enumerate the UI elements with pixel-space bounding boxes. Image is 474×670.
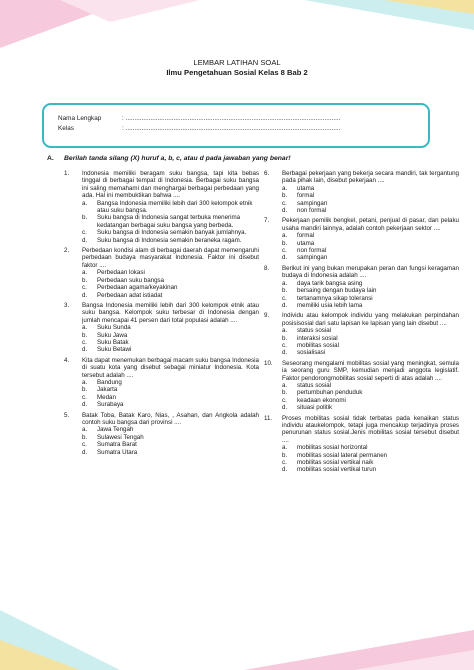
option-text: pertumbuhan penduduk bbox=[297, 389, 363, 397]
option-letter: d. bbox=[82, 291, 88, 299]
option-text: Suku Betawi bbox=[97, 346, 132, 354]
name-row bbox=[58, 115, 428, 123]
option-letter: c. bbox=[282, 459, 287, 467]
answer-option[interactable] bbox=[82, 386, 259, 393]
answer-option[interactable] bbox=[282, 397, 459, 404]
answer-option[interactable] bbox=[282, 342, 459, 349]
option-letter: a. bbox=[82, 199, 88, 207]
answer-option[interactable] bbox=[282, 280, 459, 287]
option-letter: b. bbox=[82, 433, 88, 441]
answer-option[interactable] bbox=[282, 185, 459, 192]
option-text: Surabaya bbox=[97, 401, 124, 409]
question-number: 1. bbox=[64, 170, 70, 177]
answer-option[interactable] bbox=[82, 214, 259, 229]
option-text: Perbedaan agama/keyakinan bbox=[97, 284, 178, 292]
answer-option[interactable] bbox=[282, 459, 459, 466]
answer-option[interactable] bbox=[82, 284, 259, 291]
option-letter: a. bbox=[82, 324, 88, 332]
question-text: Bangsa Indonesia memiliki lebih dari 300 kelompok etnik atau suku bangsa. Kelompok suku terbesar di Indonesia dengan jumlah mencapai 41 persen dari total populasi adalah .... bbox=[82, 301, 259, 324]
question-number: 10. bbox=[264, 359, 273, 367]
answer-option[interactable] bbox=[282, 349, 459, 356]
option-text: tertanamnya sikap toleransi bbox=[297, 294, 373, 302]
answer-option[interactable] bbox=[82, 269, 259, 276]
answer-option[interactable] bbox=[282, 327, 459, 334]
option-text: interaksi sosial bbox=[297, 334, 338, 342]
option-text: keadaan ekonomi bbox=[297, 396, 346, 404]
section-instruction bbox=[47, 154, 447, 163]
worksheet-subtitle: Ilmu Pengetahuan Sosial Kelas 8 Bab 2 bbox=[166, 68, 308, 77]
answer-option[interactable] bbox=[282, 466, 459, 473]
question-number: 11. bbox=[264, 414, 273, 422]
option-text: Suku Jawa bbox=[97, 331, 128, 339]
answer-option[interactable] bbox=[282, 389, 459, 396]
question-number: 7. bbox=[264, 217, 270, 225]
answer-option[interactable] bbox=[282, 192, 459, 199]
answer-option[interactable] bbox=[282, 200, 459, 207]
option-letter: b. bbox=[82, 276, 88, 284]
answer-option[interactable] bbox=[282, 404, 459, 411]
question-text: Berbagai pekerjaan yang bekerja secara mandiri, tak tergantung pada pihak lain, disebut pekerjaan .... bbox=[282, 170, 459, 185]
option-text: Suku bangsa di Indonesia semakin beraneka ragam. bbox=[97, 236, 242, 244]
answer-option[interactable] bbox=[82, 379, 259, 386]
question-text: Indonesia memiliki beragam suku bangsa, tapi kita bebas tinggal di berbagai tempat di Indonesia. Berbagai suku bangsa ini saling memahami dan menghargai berbagai perbedaan yang ada. Hal ini membuktikan bahwa .... bbox=[82, 170, 259, 200]
option-text: Sumatra Utara bbox=[97, 448, 138, 456]
option-letter: c. bbox=[282, 294, 287, 302]
option-letter: d. bbox=[282, 254, 288, 262]
option-text: Sumatra Barat bbox=[97, 441, 137, 449]
answer-option[interactable] bbox=[282, 295, 459, 302]
option-text: utama bbox=[297, 239, 315, 247]
name-label: Nama Lengkap bbox=[58, 115, 102, 122]
answer-option[interactable] bbox=[82, 292, 259, 299]
top-right-decoration bbox=[264, 0, 474, 60]
option-letter: a. bbox=[82, 378, 88, 386]
option-text: status sosial bbox=[297, 327, 332, 335]
question-number: 8. bbox=[264, 264, 270, 272]
option-text: Perbedaan adat istiadat bbox=[97, 291, 163, 299]
question-number: 9. bbox=[264, 312, 270, 320]
bottom-left-decoration bbox=[0, 600, 180, 670]
question-item bbox=[264, 170, 459, 214]
question-item bbox=[264, 415, 459, 474]
option-letter: d. bbox=[82, 401, 88, 409]
option-letter: b. bbox=[282, 389, 288, 397]
section-letter: A. bbox=[47, 155, 54, 162]
option-letter: c. bbox=[82, 338, 87, 346]
option-text: daya tarik bangsa asing bbox=[297, 279, 363, 287]
answer-option[interactable] bbox=[82, 339, 259, 346]
instruction-text: Berilah tanda silang (X) huruf a, b, c, atau d pada jawaban yang benar! bbox=[64, 155, 291, 162]
question-text: Kita dapat menemukan berbagai macam suku bangsa Indonesia di suatu kota yang disebut sebagai miniatur Indonesia. Kota tersebut adalah .... bbox=[82, 356, 259, 379]
option-text: Suku Sunda bbox=[97, 324, 131, 332]
class-field[interactable]: : ......................................................................................................................... bbox=[122, 125, 341, 132]
option-letter: c. bbox=[282, 199, 287, 207]
option-letter: c. bbox=[282, 247, 287, 255]
option-text: Suku Batak bbox=[97, 338, 129, 346]
option-letter: d. bbox=[282, 301, 288, 309]
answer-option[interactable] bbox=[82, 332, 259, 339]
option-text: mobilitas sosial bbox=[297, 341, 339, 349]
option-text: situasi politik bbox=[297, 404, 333, 412]
option-text: mobilitas sosial horizontal bbox=[297, 444, 368, 452]
option-letter: b. bbox=[282, 287, 288, 295]
option-letter: d. bbox=[282, 349, 288, 357]
option-letter: c. bbox=[282, 341, 287, 349]
option-letter: c. bbox=[82, 393, 87, 401]
option-letter: b. bbox=[282, 239, 288, 247]
answer-option[interactable] bbox=[82, 229, 259, 236]
answer-option[interactable] bbox=[82, 277, 259, 284]
question-item bbox=[64, 170, 259, 244]
option-letter: d. bbox=[282, 404, 288, 412]
answer-option[interactable] bbox=[82, 434, 259, 441]
question-item bbox=[64, 247, 259, 299]
option-letter: a. bbox=[282, 381, 288, 389]
question-column-right bbox=[264, 170, 459, 477]
option-letter: b. bbox=[82, 214, 88, 222]
option-text: Bandung bbox=[97, 378, 122, 386]
option-text: status sosial bbox=[297, 381, 332, 389]
name-field[interactable]: : ......................................................................................................................... bbox=[122, 115, 341, 122]
question-item bbox=[64, 412, 259, 456]
answer-option[interactable] bbox=[282, 207, 459, 214]
option-letter: a. bbox=[282, 184, 288, 192]
option-letter: a. bbox=[282, 232, 288, 240]
answer-option[interactable] bbox=[82, 200, 259, 215]
option-text: sampingan bbox=[297, 199, 328, 207]
option-letter: a. bbox=[82, 269, 88, 277]
class-label: Kelas bbox=[58, 125, 74, 132]
question-column-left bbox=[64, 170, 259, 459]
option-text: mobilitas sosial lateral permanen bbox=[297, 451, 388, 459]
answer-option[interactable] bbox=[82, 426, 259, 433]
question-text: Individu atau kelompok individu yang melakukan perpindahan posisisosial dari satu lapisan ke lapisan yang lain disebut .... bbox=[282, 312, 459, 327]
option-letter: b. bbox=[282, 192, 288, 200]
option-text: sosialisasi bbox=[297, 349, 326, 357]
answer-option[interactable] bbox=[82, 401, 259, 408]
answer-option[interactable] bbox=[282, 444, 459, 451]
answer-option[interactable] bbox=[282, 254, 459, 261]
option-letter: b. bbox=[282, 334, 288, 342]
question-text: Proses mobilitas sosial tidak terbatas pada kenaikan status individu ataukelompok, tetapi juga mencakup terjadinya proses penurunan status sosial.Jenis mobilitas sosial tersebut disebut .... bbox=[282, 414, 459, 444]
option-text: Bangsa Indonesia memiliki lebih dari 300 kelompok etnik atau suku bangsa. bbox=[97, 199, 253, 215]
option-text: Jakarta bbox=[97, 386, 118, 394]
answer-option[interactable] bbox=[82, 441, 259, 448]
answer-option[interactable] bbox=[82, 394, 259, 401]
option-letter: c. bbox=[82, 284, 87, 292]
option-text: non formal bbox=[297, 207, 327, 215]
option-letter: a. bbox=[282, 327, 288, 335]
answer-option[interactable] bbox=[282, 232, 459, 239]
option-letter: d. bbox=[82, 448, 88, 456]
option-text: utama bbox=[297, 184, 315, 192]
option-text: formal bbox=[297, 192, 315, 200]
option-letter: b. bbox=[82, 386, 88, 394]
option-text: bersaing dengan budaya lain bbox=[297, 287, 377, 295]
answer-option[interactable] bbox=[282, 452, 459, 459]
question-item bbox=[264, 217, 459, 261]
option-text: sampingan bbox=[297, 254, 328, 262]
question-text: Pekerjaan pemilik bengkel, petani, penjual di pasar, dan pelaku usaha mandiri lainnya, adalah contoh pekerjaan sektor .... bbox=[282, 217, 459, 232]
question-item bbox=[64, 302, 259, 354]
answer-option[interactable] bbox=[82, 237, 259, 244]
answer-option[interactable] bbox=[82, 449, 259, 456]
answer-option[interactable] bbox=[282, 240, 459, 247]
answer-option[interactable] bbox=[82, 346, 259, 353]
question-text: Berikut ini yang bukan merupakan peran dan fungsi keragaman budaya di Indonesia adalah .... bbox=[282, 264, 459, 280]
option-text: Jawa Tengah bbox=[97, 426, 134, 434]
question-item bbox=[64, 357, 259, 409]
option-letter: c. bbox=[282, 396, 287, 404]
question-item bbox=[264, 265, 459, 309]
option-letter: d. bbox=[282, 207, 288, 215]
option-text: mobilitas sosial vertikal turun bbox=[297, 466, 377, 474]
option-text: Suku bangsa di Indonesia semakin banyak jumlahnya. bbox=[97, 229, 247, 237]
answer-option[interactable] bbox=[82, 324, 259, 331]
question-text: Seseorang mengalami mobilitas sosial yang meningkat, semula ia seorang guru SMP, kemudian menjadi anggota legislatif. Faktor pendorongmobilitas sosial seperti di atas adalah .... bbox=[282, 359, 459, 382]
option-text: Sulawesi Tengah bbox=[97, 433, 144, 441]
option-letter: b. bbox=[282, 451, 288, 459]
answer-option[interactable] bbox=[282, 335, 459, 342]
option-text: non formal bbox=[297, 247, 327, 255]
answer-option[interactable] bbox=[282, 247, 459, 254]
student-identity-box bbox=[42, 103, 430, 148]
option-text: Perbedaan lokasi bbox=[97, 269, 145, 277]
question-item bbox=[264, 360, 459, 412]
option-letter: a. bbox=[82, 426, 88, 434]
question-text: Batak Toba, Batak Karo, Nias, , Asahan, dan Angkola adalah contoh suku bangsa dari provinsi .... bbox=[82, 411, 259, 426]
option-text: formal bbox=[297, 232, 315, 240]
option-text: memiliki usia lebih lama bbox=[297, 301, 363, 309]
question-number: 4. bbox=[64, 356, 70, 364]
option-text: mobilitas sosial vertikal naik bbox=[297, 459, 374, 467]
option-letter: d. bbox=[82, 346, 88, 354]
answer-option[interactable] bbox=[282, 382, 459, 389]
option-letter: b. bbox=[82, 331, 88, 339]
option-letter: c. bbox=[82, 229, 87, 237]
option-letter: a. bbox=[282, 279, 288, 287]
option-letter: a. bbox=[282, 444, 288, 452]
question-number: 2. bbox=[64, 247, 70, 255]
option-letter: d. bbox=[82, 236, 88, 244]
option-text: Perbedaan suku bangsa bbox=[97, 276, 165, 284]
question-text: Perbedaan kondisi alam di berbagai daerah dapat memengaruhi perbedaan budaya masyarakat Indonesia. Faktor ini disebut faktor .... bbox=[82, 247, 259, 269]
class-row bbox=[58, 125, 428, 133]
answer-option[interactable] bbox=[282, 287, 459, 294]
question-number: 3. bbox=[64, 301, 70, 309]
answer-option[interactable] bbox=[282, 302, 459, 309]
option-letter: d. bbox=[282, 466, 288, 474]
option-letter: c. bbox=[82, 441, 87, 449]
option-text: Medan bbox=[97, 393, 116, 401]
worksheet-title: LEMBAR LATIHAN SOAL bbox=[193, 58, 281, 67]
option-text: Suku bangsa di Indonesia sangat terbuka menerima kedatangan berbagai suku bangsa yang berbeda. bbox=[97, 214, 241, 229]
question-number: 6. bbox=[264, 170, 270, 177]
question-number: 5. bbox=[64, 411, 70, 419]
bottom-right-decoration bbox=[244, 610, 474, 670]
question-item bbox=[264, 312, 459, 356]
